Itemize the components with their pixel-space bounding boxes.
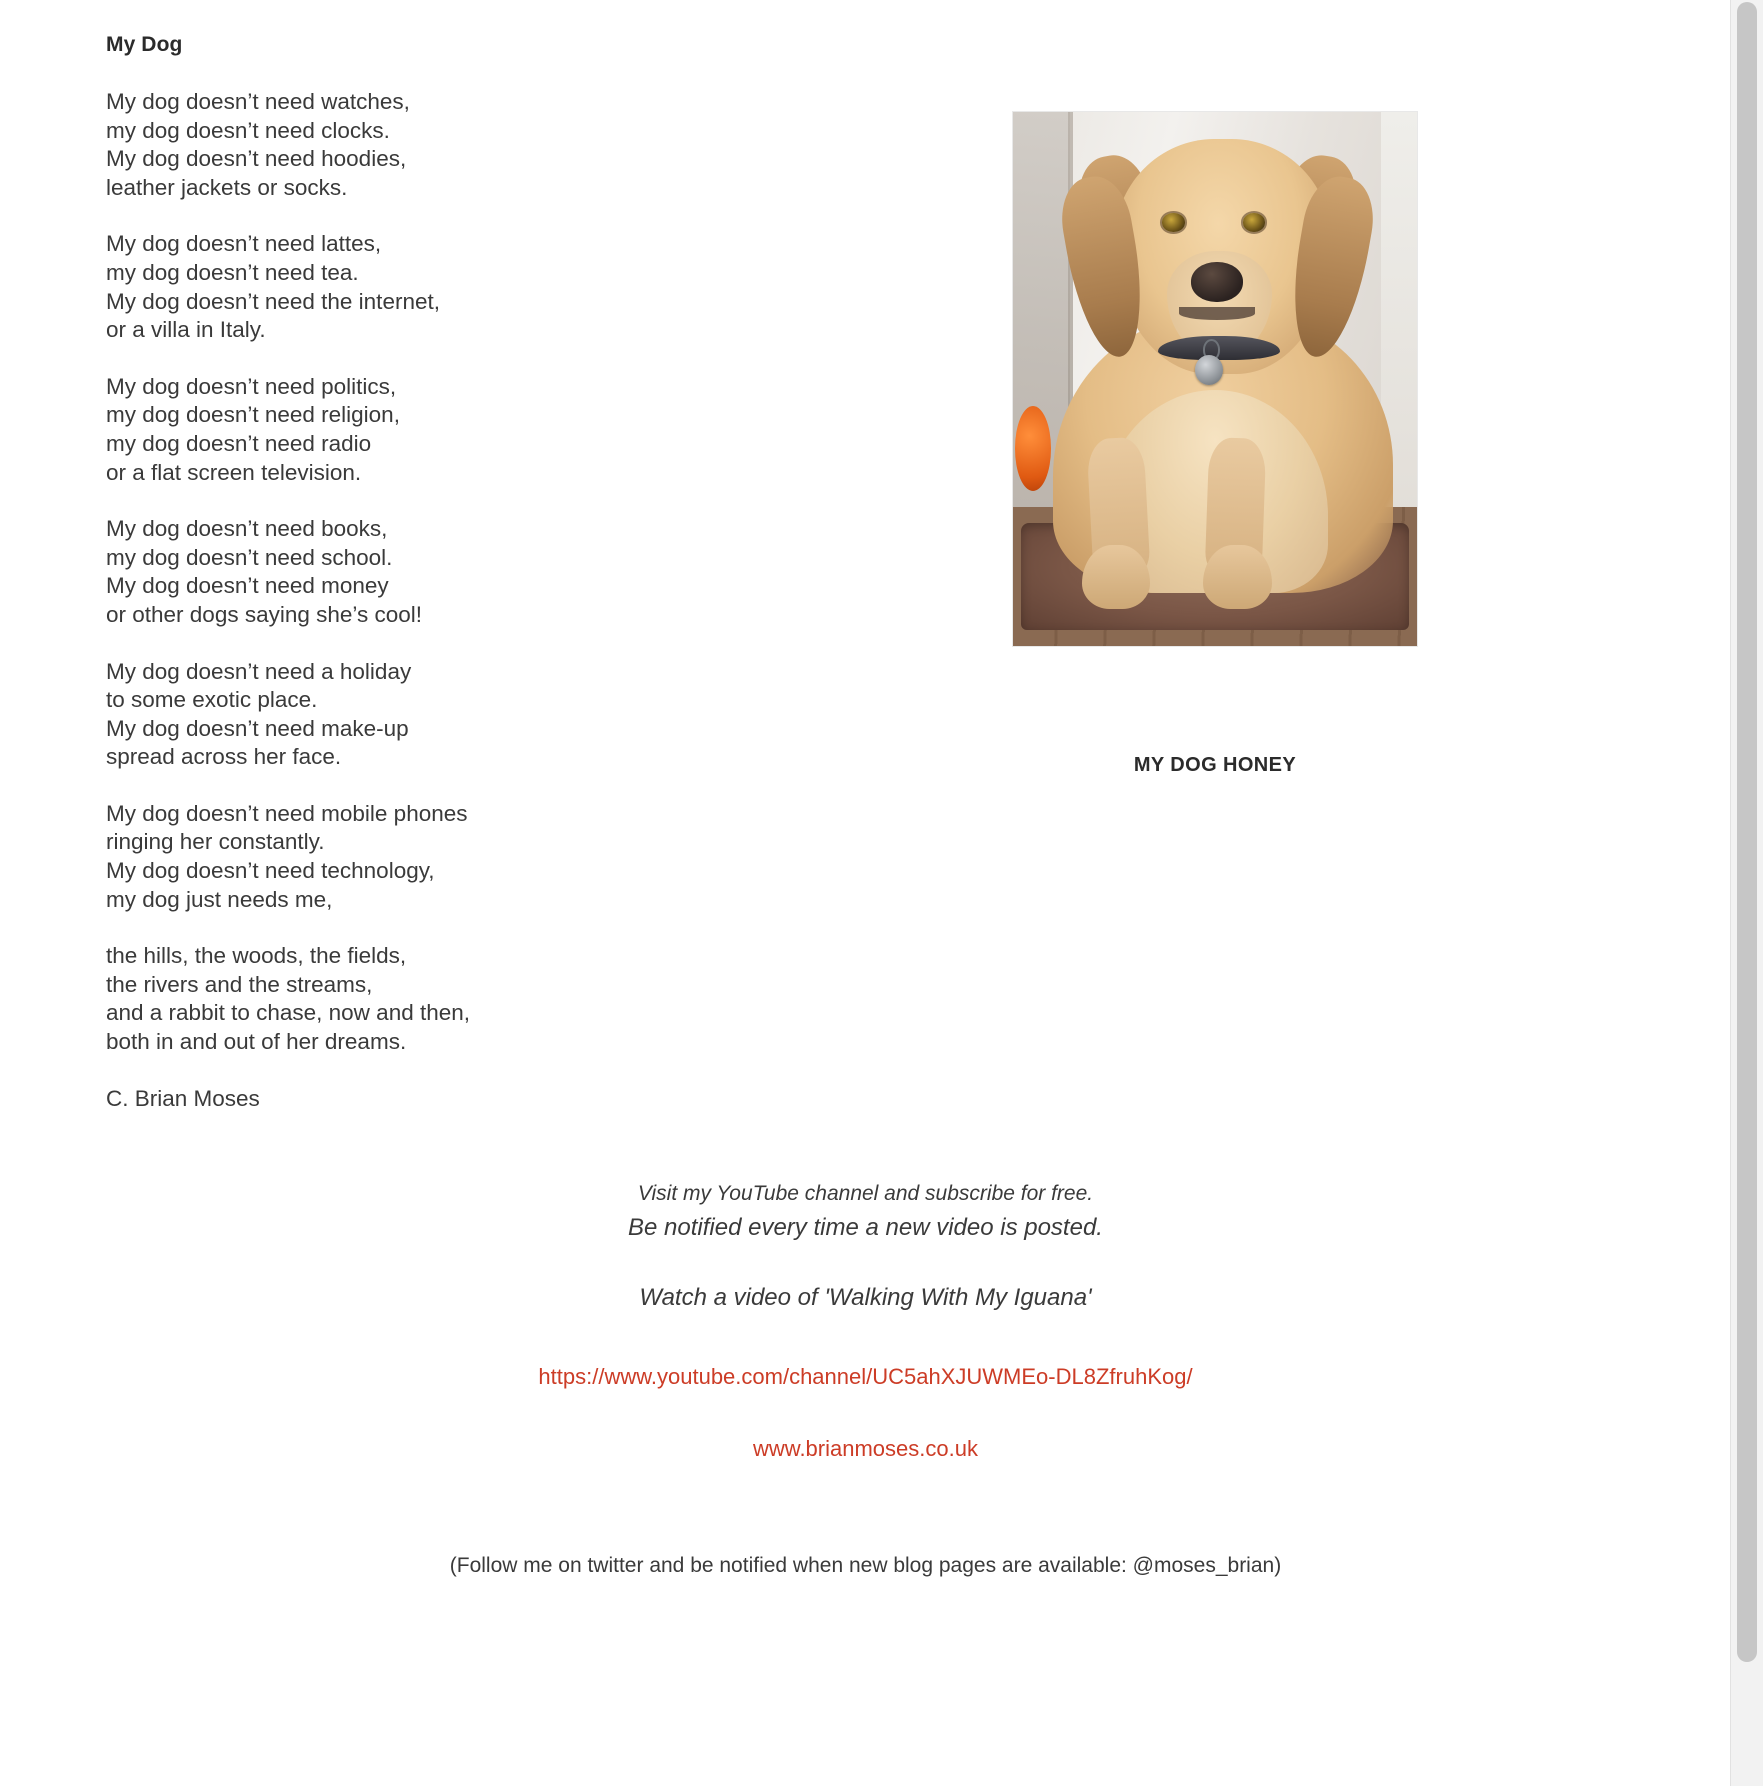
poem-line: My dog doesn’t need the internet,	[106, 288, 440, 314]
twitter-note: (Follow me on twitter and be notified when new blog pages are available: @moses_brian)	[449, 1554, 1282, 1577]
poem-line: My dog doesn’t need technology,	[106, 858, 435, 884]
dog-paw-left	[1082, 545, 1151, 609]
poem-line: spread across her face.	[106, 744, 342, 770]
poem-line: both in and out of her dreams.	[106, 1029, 407, 1055]
youtube-channel-link[interactable]: https://www.youtube.com/channel/UC5ahXJUWMEo-DL8ZfruhKog/	[538, 1364, 1193, 1389]
page-title: My Dog	[106, 33, 183, 56]
youtube-promo-line-2: Be notified every time a new video is posted.	[628, 1214, 1103, 1241]
poem-stanza-5	[106, 658, 666, 772]
poem-stanza-1	[106, 88, 666, 202]
photo-caption: MY DOG HONEY	[1133, 754, 1297, 776]
website-link[interactable]: www.brianmoses.co.uk	[753, 1436, 978, 1461]
poem-line: leather jackets or socks.	[106, 174, 348, 200]
dog-eye-right	[1243, 213, 1265, 231]
poem-line: to some exotic place.	[106, 687, 318, 713]
poem-stanza-3	[106, 373, 666, 487]
poem-line: or a flat screen television.	[106, 459, 362, 485]
poem-stanza-2	[106, 230, 666, 344]
scrollbar-thumb[interactable]	[1737, 2, 1757, 1662]
youtube-promo-line-1: Visit my YouTube channel and subscribe for free.	[637, 1182, 1094, 1205]
poem-line: My dog doesn’t need lattes,	[106, 231, 382, 257]
poem-line: or other dogs saying she’s cool!	[106, 601, 423, 627]
poem-stanza-4	[106, 515, 666, 629]
poem-line: My dog doesn’t need money	[106, 573, 389, 599]
poem-line: My dog doesn’t need watches,	[106, 89, 410, 114]
dog-nose	[1191, 262, 1244, 302]
dog-tag	[1195, 355, 1223, 385]
watch-video-line: Watch a video of 'Walking With My Iguana'	[639, 1284, 1092, 1311]
poem-line: My dog doesn’t need a holiday	[106, 658, 412, 684]
poem-line: My dog doesn’t need make-up	[106, 715, 409, 741]
footer	[0, 1178, 1731, 1582]
poem-line: ringing her constantly.	[106, 829, 325, 855]
poem-line: my dog doesn’t need radio	[106, 430, 372, 456]
poem-line: my dog doesn’t need religion,	[106, 402, 400, 428]
poem-line: My dog doesn’t need politics,	[106, 373, 397, 399]
poem-line: the hills, the woods, the fields,	[106, 943, 407, 969]
dog-photo	[1013, 112, 1417, 646]
vertical-scrollbar[interactable]	[1730, 0, 1763, 1786]
dog-paw-right	[1203, 545, 1272, 609]
poem-container	[106, 28, 666, 1113]
poem-line: the rivers and the streams,	[106, 971, 373, 997]
poem-stanza-7	[106, 942, 666, 1056]
poem-line: My dog doesn’t need books,	[106, 516, 388, 542]
poem-line: my dog doesn’t need school.	[106, 544, 393, 570]
poem-line: my dog just needs me,	[106, 886, 333, 912]
poem-line: or a villa in Italy.	[106, 317, 266, 343]
poem-stanza-6	[106, 800, 666, 914]
poem-author: C. Brian Moses	[106, 1085, 260, 1111]
poem-line: my dog doesn’t need clocks.	[106, 117, 390, 143]
poem-line: my dog doesn’t need tea.	[106, 259, 359, 285]
photo-block	[1013, 112, 1417, 777]
poem-line: My dog doesn’t need mobile phones	[106, 800, 468, 826]
poem-line: My dog doesn’t need hoodies,	[106, 146, 407, 172]
dog-eye-left	[1162, 213, 1184, 231]
poem-line: and a rabbit to chase, now and then,	[106, 1000, 471, 1026]
